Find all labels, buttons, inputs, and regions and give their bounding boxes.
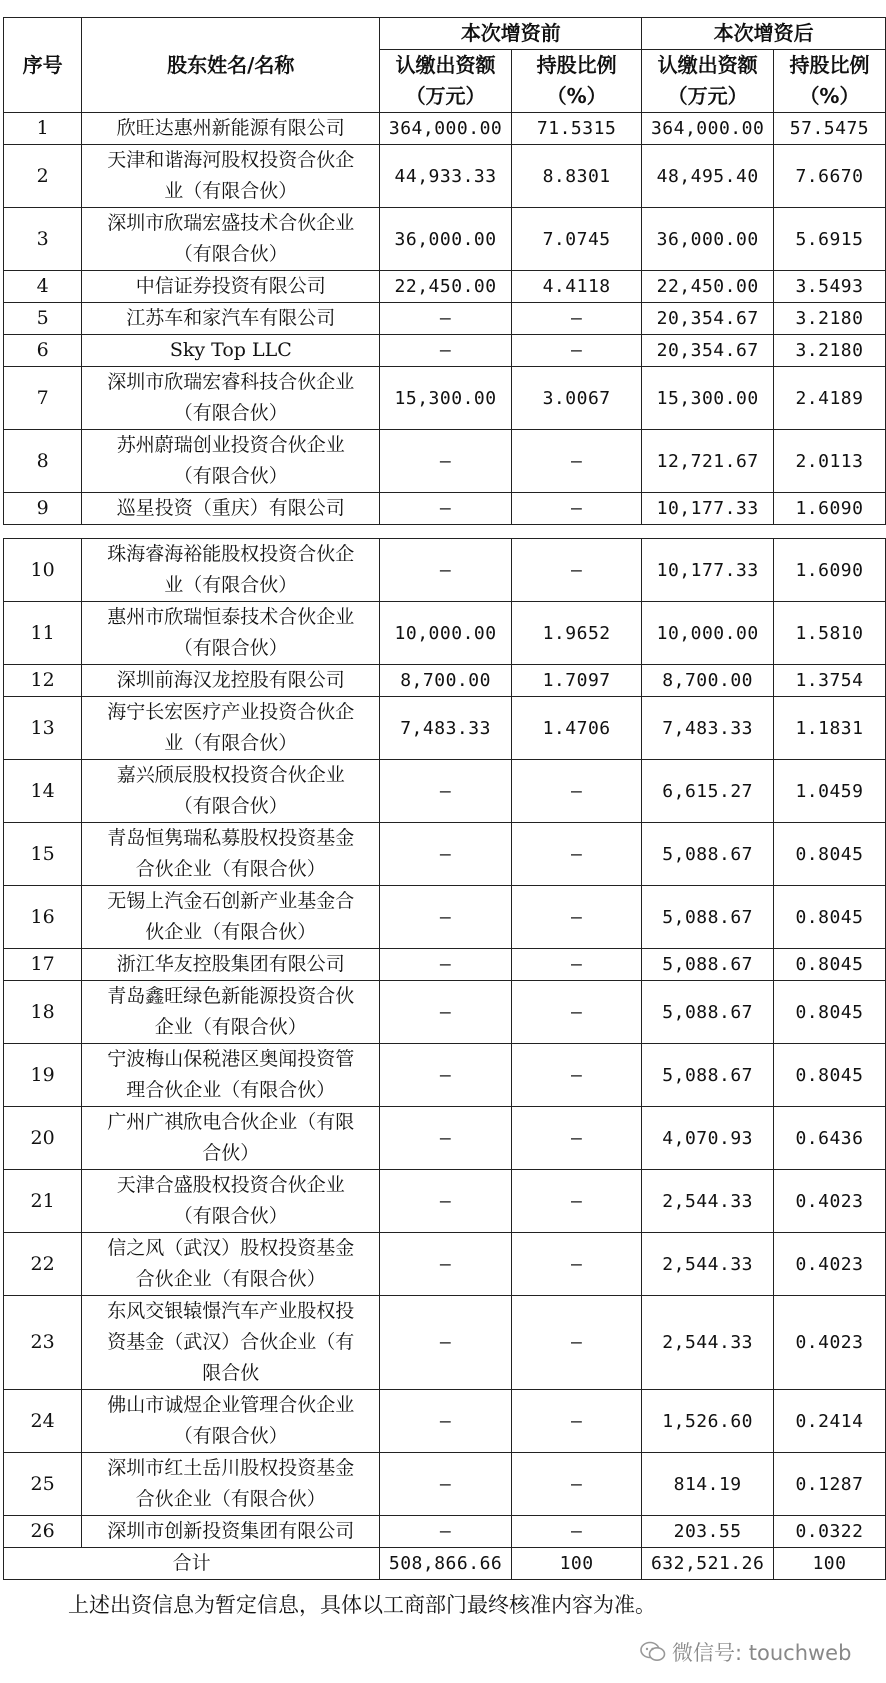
header-amount-before: 认缴出资额 （万元） <box>380 50 512 113</box>
table-row <box>4 303 886 335</box>
row-ratio-after: 0.4023 <box>773 1233 885 1296</box>
row-ratio-before: – <box>511 1390 642 1453</box>
table-row <box>4 886 886 949</box>
row-name-line: （有限合伙） <box>173 243 288 265</box>
row-name-line: 广州广祺欣电合伙企业（有限 <box>107 1111 355 1133</box>
row-amount-before: – <box>380 1044 512 1107</box>
row-amount-before: – <box>380 981 512 1044</box>
table-row <box>4 335 886 367</box>
row-seq: 5 <box>4 303 82 335</box>
row-seq: 25 <box>4 1453 82 1516</box>
row-seq: 19 <box>4 1044 82 1107</box>
table-row <box>4 697 886 760</box>
row-ratio-after: 3.5493 <box>773 271 885 303</box>
row-ratio-before: – <box>511 981 642 1044</box>
row-ratio-after: 0.8045 <box>773 1044 885 1107</box>
row-name-line: 深圳市欣瑞宏盛技术合伙企业 <box>107 212 355 234</box>
watermark <box>640 1637 851 1667</box>
row-seq: 7 <box>4 367 82 430</box>
row-seq: 14 <box>4 760 82 823</box>
row-amount-after: 1,526.60 <box>642 1390 774 1453</box>
row-seq: 11 <box>4 602 82 665</box>
row-name <box>82 1107 380 1170</box>
row-name <box>82 271 380 303</box>
row-name-line: 信之风（武汉）股权投资基金 <box>107 1237 355 1259</box>
row-name-line: 巡星投资（重庆）有限公司 <box>116 497 345 519</box>
header-seq: 序号 <box>4 18 82 113</box>
row-ratio-before: – <box>511 335 642 367</box>
row-seq: 17 <box>4 949 82 981</box>
row-ratio-after: 1.6090 <box>773 539 885 602</box>
row-name <box>82 1044 380 1107</box>
row-amount-before: 364,000.00 <box>380 113 512 145</box>
row-amount-before: 8,700.00 <box>380 665 512 697</box>
header-amount-after: 认缴出资额 （万元） <box>642 50 774 113</box>
row-seq: 10 <box>4 539 82 602</box>
row-seq: 9 <box>4 493 82 525</box>
row-ratio-before: – <box>511 493 642 525</box>
row-amount-after: 364,000.00 <box>642 113 774 145</box>
row-seq: 23 <box>4 1296 82 1390</box>
row-seq: 2 <box>4 145 82 208</box>
row-amount-before: – <box>380 1453 512 1516</box>
row-amount-before: – <box>380 430 512 493</box>
table-row <box>4 113 886 145</box>
row-name-line: 无锡上汽金石创新产业基金合 <box>107 890 355 912</box>
table-row <box>4 539 886 602</box>
total-amount-after: 632,521.26 <box>642 1548 774 1580</box>
row-name <box>82 493 380 525</box>
row-ratio-before: – <box>511 1233 642 1296</box>
row-name <box>82 697 380 760</box>
row-name-line: 业（有限合伙） <box>164 574 298 596</box>
row-amount-after: 5,088.67 <box>642 1044 774 1107</box>
total-ratio-after: 100 <box>773 1548 885 1580</box>
watermark-text: 微信号: touchweb <box>672 1641 852 1665</box>
row-amount-before: – <box>380 823 512 886</box>
row-name <box>82 886 380 949</box>
row-ratio-after: 0.8045 <box>773 823 885 886</box>
row-name-line: （有限合伙） <box>173 465 288 487</box>
row-amount-before: 36,000.00 <box>380 208 512 271</box>
row-seq: 24 <box>4 1390 82 1453</box>
row-amount-after: 48,495.40 <box>642 145 774 208</box>
row-ratio-before: 1.7097 <box>511 665 642 697</box>
row-name <box>82 760 380 823</box>
row-name-line: 天津合盛股权投资合伙企业 <box>116 1174 345 1196</box>
wechat-icon <box>640 1641 666 1663</box>
row-amount-after: 20,354.67 <box>642 303 774 335</box>
row-ratio-before: – <box>511 1516 642 1548</box>
table-row <box>4 367 886 430</box>
row-name-line: 资基金（武汉）合伙企业（有 <box>107 1331 355 1353</box>
row-name-line: 理合伙企业（有限合伙） <box>126 1079 336 1101</box>
row-name <box>82 665 380 697</box>
row-name-line: （有限合伙） <box>173 1425 288 1447</box>
row-name-line: 企业（有限合伙） <box>154 1016 307 1038</box>
row-ratio-after: 0.1287 <box>773 1453 885 1516</box>
row-amount-after: 12,721.67 <box>642 430 774 493</box>
row-ratio-before: – <box>511 1296 642 1390</box>
row-amount-before: – <box>380 1107 512 1170</box>
table-row <box>4 1296 886 1390</box>
row-ratio-after: 0.6436 <box>773 1107 885 1170</box>
row-seq: 13 <box>4 697 82 760</box>
table-row <box>4 760 886 823</box>
row-amount-after: 36,000.00 <box>642 208 774 271</box>
row-ratio-before: 8.8301 <box>511 145 642 208</box>
row-ratio-before: – <box>511 1170 642 1233</box>
row-amount-before: – <box>380 760 512 823</box>
row-ratio-after: 0.0322 <box>773 1516 885 1548</box>
row-seq: 12 <box>4 665 82 697</box>
row-amount-before: – <box>380 1516 512 1548</box>
header-after: 本次增资后 <box>642 18 886 50</box>
row-amount-after: 5,088.67 <box>642 981 774 1044</box>
row-name-line: 青岛恒隽瑞私募股权投资基金 <box>107 827 355 849</box>
row-ratio-before: – <box>511 886 642 949</box>
table-row <box>4 665 886 697</box>
row-amount-after: 7,483.33 <box>642 697 774 760</box>
row-ratio-after: 0.8045 <box>773 981 885 1044</box>
row-name <box>82 1516 380 1548</box>
row-name-line: 伙企业（有限合伙） <box>145 921 317 943</box>
row-name-line: （有限合伙） <box>173 402 288 424</box>
row-name <box>82 1233 380 1296</box>
row-ratio-after: 0.8045 <box>773 886 885 949</box>
row-ratio-before: – <box>511 539 642 602</box>
row-ratio-after: 0.8045 <box>773 949 885 981</box>
row-seq: 22 <box>4 1233 82 1296</box>
row-ratio-before: 1.4706 <box>511 697 642 760</box>
row-name-line: Sky Top LLC <box>169 339 292 361</box>
table-row <box>4 271 886 303</box>
row-ratio-after: 7.6670 <box>773 145 885 208</box>
total-amount-before: 508,866.66 <box>380 1548 512 1580</box>
header-ratio-before: 持股比例 （%） <box>511 50 642 113</box>
row-amount-after: 20,354.67 <box>642 335 774 367</box>
table-row <box>4 949 886 981</box>
row-name <box>82 367 380 430</box>
row-ratio-after: 57.5475 <box>773 113 885 145</box>
row-ratio-before: – <box>511 1107 642 1170</box>
row-name-line: （有限合伙） <box>173 1205 288 1227</box>
row-name <box>82 1390 380 1453</box>
row-amount-after: 2,544.33 <box>642 1170 774 1233</box>
row-amount-after: 814.19 <box>642 1453 774 1516</box>
row-name-line: 深圳市创新投资集团有限公司 <box>107 1520 355 1542</box>
row-ratio-after: 1.3754 <box>773 665 885 697</box>
total-ratio-before: 100 <box>511 1548 642 1580</box>
row-amount-after: 10,177.33 <box>642 539 774 602</box>
row-ratio-after: 2.4189 <box>773 367 885 430</box>
row-name-line: 青岛鑫旺绿色新能源投资合伙 <box>107 985 355 1007</box>
row-seq: 26 <box>4 1516 82 1548</box>
row-amount-before: – <box>380 949 512 981</box>
row-ratio-before: – <box>511 949 642 981</box>
row-seq: 20 <box>4 1107 82 1170</box>
table-row <box>4 1044 886 1107</box>
row-name-line: 欣旺达惠州新能源有限公司 <box>116 117 345 139</box>
row-amount-after: 6,615.27 <box>642 760 774 823</box>
row-name-line: 浙江华友控股集团有限公司 <box>116 953 345 975</box>
row-name-line: 惠州市欣瑞恒泰技术合伙企业 <box>107 606 355 628</box>
table-row <box>4 1453 886 1516</box>
row-name <box>82 1453 380 1516</box>
row-amount-after: 8,700.00 <box>642 665 774 697</box>
row-ratio-before: – <box>511 430 642 493</box>
row-amount-before: – <box>380 1390 512 1453</box>
row-amount-after: 4,070.93 <box>642 1107 774 1170</box>
row-amount-after: 15,300.00 <box>642 367 774 430</box>
table-row <box>4 1233 886 1296</box>
row-seq: 16 <box>4 886 82 949</box>
row-amount-after: 5,088.67 <box>642 823 774 886</box>
total-row <box>4 1548 886 1580</box>
row-name-line: 天津和谐海河股权投资合伙企 <box>107 149 355 171</box>
row-amount-before: – <box>380 886 512 949</box>
shareholder-table-part2 <box>3 538 886 1580</box>
shareholder-table-part1 <box>3 17 886 525</box>
row-amount-before: – <box>380 1170 512 1233</box>
row-ratio-before: 3.0067 <box>511 367 642 430</box>
row-ratio-after: 0.4023 <box>773 1296 885 1390</box>
row-seq: 3 <box>4 208 82 271</box>
row-amount-after: 5,088.67 <box>642 949 774 981</box>
row-name-line: 合伙企业（有限合伙） <box>135 1268 326 1290</box>
header-before: 本次增资前 <box>380 18 642 50</box>
row-ratio-after: 3.2180 <box>773 335 885 367</box>
row-ratio-before: 71.5315 <box>511 113 642 145</box>
row-name-line: 苏州蔚瑞创业投资合伙企业 <box>116 434 345 456</box>
row-seq: 4 <box>4 271 82 303</box>
row-amount-after: 10,177.33 <box>642 493 774 525</box>
row-name-line: （有限合伙） <box>173 795 288 817</box>
row-name-line: 珠海睿海裕能股权投资合伙企 <box>107 543 355 565</box>
row-name <box>82 145 380 208</box>
row-name-line: （有限合伙） <box>173 637 288 659</box>
row-name-line: 海宁长宏医疗产业投资合伙企 <box>107 701 355 723</box>
row-ratio-before: – <box>511 760 642 823</box>
table-row <box>4 1170 886 1233</box>
row-amount-before: – <box>380 335 512 367</box>
total-label: 合计 <box>4 1548 380 1580</box>
row-amount-after: 2,544.33 <box>642 1296 774 1390</box>
header-ratio-after: 持股比例 （%） <box>773 50 885 113</box>
header-name: 股东姓名/名称 <box>82 18 380 113</box>
row-name <box>82 335 380 367</box>
row-ratio-before: – <box>511 1453 642 1516</box>
table-row <box>4 602 886 665</box>
table-row <box>4 145 886 208</box>
table-row <box>4 1107 886 1170</box>
footnote: 上述出资信息为暂定信息，具体以工商部门最终核准内容为准。 <box>68 1593 656 1617</box>
row-ratio-before: 4.4118 <box>511 271 642 303</box>
row-name <box>82 113 380 145</box>
row-name-line: 限合伙 <box>202 1362 260 1384</box>
row-name-line: 合伙） <box>202 1142 260 1164</box>
row-ratio-before: – <box>511 1044 642 1107</box>
row-amount-before: – <box>380 493 512 525</box>
row-name-line: 深圳市欣瑞宏睿科技合伙企业 <box>107 371 355 393</box>
table-row <box>4 1516 886 1548</box>
table-row <box>4 981 886 1044</box>
row-name <box>82 303 380 335</box>
row-name <box>82 949 380 981</box>
row-name-line: 宁波梅山保税港区奥闻投资管 <box>107 1048 355 1070</box>
row-name-line: 东风交银辕憬汽车产业股权投 <box>107 1300 355 1322</box>
row-ratio-after: 5.6915 <box>773 208 885 271</box>
row-seq: 21 <box>4 1170 82 1233</box>
row-name <box>82 430 380 493</box>
row-ratio-after: 1.5810 <box>773 602 885 665</box>
row-name-line: 佛山市诚煜企业管理合伙企业 <box>107 1394 355 1416</box>
table-row <box>4 208 886 271</box>
row-name-line: 合伙企业（有限合伙） <box>135 858 326 880</box>
row-amount-before: 15,300.00 <box>380 367 512 430</box>
table-row <box>4 493 886 525</box>
row-name-line: 业（有限合伙） <box>164 732 298 754</box>
row-ratio-before: 1.9652 <box>511 602 642 665</box>
row-amount-after: 22,450.00 <box>642 271 774 303</box>
row-name-line: 深圳市红土岳川股权投资基金 <box>107 1457 355 1479</box>
row-name-line: 嘉兴颀辰股权投资合伙企业 <box>116 764 345 786</box>
row-amount-before: 22,450.00 <box>380 271 512 303</box>
row-name-line: 江苏车和家汽车有限公司 <box>126 307 336 329</box>
row-amount-before: 44,933.33 <box>380 145 512 208</box>
row-amount-before: – <box>380 1233 512 1296</box>
row-amount-after: 5,088.67 <box>642 886 774 949</box>
row-ratio-after: 3.2180 <box>773 303 885 335</box>
row-name <box>82 1296 380 1390</box>
row-name <box>82 208 380 271</box>
row-seq: 18 <box>4 981 82 1044</box>
row-amount-before: 10,000.00 <box>380 602 512 665</box>
row-amount-before: – <box>380 539 512 602</box>
row-name-line: 合伙企业（有限合伙） <box>135 1488 326 1510</box>
row-amount-after: 10,000.00 <box>642 602 774 665</box>
row-ratio-after: 0.2414 <box>773 1390 885 1453</box>
row-ratio-before: 7.0745 <box>511 208 642 271</box>
row-ratio-after: 0.4023 <box>773 1170 885 1233</box>
row-name <box>82 602 380 665</box>
row-ratio-after: 2.0113 <box>773 430 885 493</box>
row-amount-after: 203.55 <box>642 1516 774 1548</box>
row-amount-before: – <box>380 303 512 335</box>
row-name <box>82 823 380 886</box>
row-name <box>82 981 380 1044</box>
row-seq: 1 <box>4 113 82 145</box>
row-seq: 6 <box>4 335 82 367</box>
row-name-line: 中信证券投资有限公司 <box>135 275 326 297</box>
row-seq: 8 <box>4 430 82 493</box>
row-amount-before: – <box>380 1296 512 1390</box>
table-row <box>4 430 886 493</box>
row-name <box>82 1170 380 1233</box>
row-ratio-after: 1.6090 <box>773 493 885 525</box>
row-seq: 15 <box>4 823 82 886</box>
row-ratio-after: 1.1831 <box>773 697 885 760</box>
row-ratio-before: – <box>511 823 642 886</box>
table-row <box>4 823 886 886</box>
row-amount-after: 2,544.33 <box>642 1233 774 1296</box>
row-name-line: 深圳前海汉龙控股有限公司 <box>116 669 345 691</box>
row-ratio-before: – <box>511 303 642 335</box>
row-name <box>82 539 380 602</box>
row-amount-before: 7,483.33 <box>380 697 512 760</box>
table-row <box>4 1390 886 1453</box>
row-ratio-after: 1.0459 <box>773 760 885 823</box>
row-name-line: 业（有限合伙） <box>164 180 298 202</box>
